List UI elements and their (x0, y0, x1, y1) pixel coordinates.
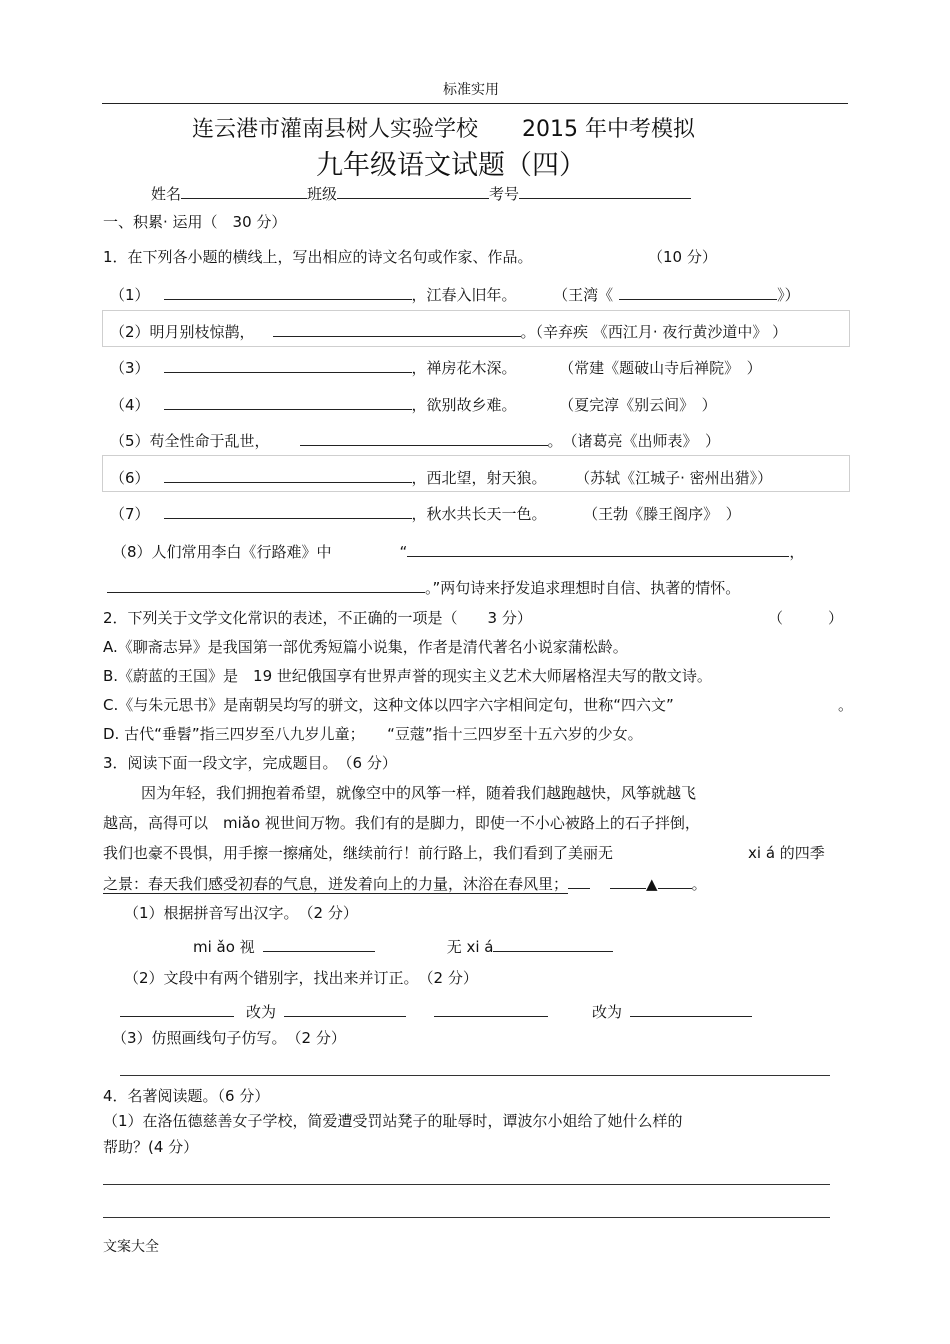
item-text: （2）明月别枝惊鹊， (110, 323, 255, 341)
imitation-blank[interactable] (658, 872, 692, 889)
item-text: ，江春入旧年。 (411, 286, 517, 304)
item-text: ，禅房花木深。 (411, 359, 517, 377)
q3-correction-row (120, 1000, 752, 1022)
item-text: ，西北望，射天狼。 (411, 469, 547, 487)
answer-blank[interactable] (273, 320, 521, 337)
period: 。 (691, 875, 707, 893)
triangle-marker: ▲ (646, 875, 658, 893)
answer-blank[interactable] (619, 283, 777, 300)
item-text: 。”两句诗来抒发追求理想时自信、执著的情怀。 (425, 579, 741, 597)
q1-item-8-cont (107, 576, 740, 598)
q1-score: （10 分） (648, 248, 717, 266)
q1-item-7 (110, 502, 741, 524)
item-source: （王勃《滕王阁序》 ） (590, 505, 741, 523)
q2-option-b: B.《蔚蓝的王国》是 19 世纪俄国享有世界声誉的现实主义艺术大师屠格涅夫写的散文诗。 (103, 667, 712, 685)
q1-stem: 1．在下列各小题的横线上，写出相应的诗文名句或作家、作品。 (103, 248, 533, 266)
header-rule (102, 103, 848, 104)
q1-item-1 (110, 283, 800, 305)
q3-stem: 3．阅读下面一段文字，完成题目。 （6 分） (103, 754, 397, 772)
q2-option-d: D. 古代“垂髫”指三四岁至八九岁儿童； “豆蔻”指十三四岁至十五六岁的少女。 (103, 725, 643, 743)
q3-passage-line3: 我们也豪不畏惧，用手擦一擦痛处，继续前行！前行路上，我们看到了美丽无 (103, 844, 614, 862)
imitation-blank[interactable] (610, 872, 646, 889)
q1-item-8 (112, 540, 804, 562)
q3-passage-line3-end: xi á 的四季 (748, 844, 825, 862)
q1-item-6 (110, 466, 772, 488)
underline-tail (568, 872, 590, 889)
item-number: （6） (110, 469, 150, 487)
item-source: 。 （诸葛亮《出师表》 ） (547, 432, 721, 450)
answer-blank[interactable] (164, 393, 412, 410)
item-source: （夏完淳《别云间》 ） (566, 396, 717, 414)
item-text: ，欲别故乡难。 (411, 396, 517, 414)
answer-line[interactable] (120, 1075, 830, 1076)
correct-char-blank[interactable] (284, 1000, 406, 1017)
name-label: 姓名 (151, 185, 182, 203)
item-text: （8）人们常用李白《行路难》中 (112, 543, 332, 561)
title-line1: 连云港市灌南县树人实验学校 2015 年中考模拟 (192, 117, 695, 142)
open-quote: “ (399, 543, 408, 561)
comma: ， (789, 543, 805, 561)
underlined-sentence: 之景：春天我们感受初春的气息，迸发着向上的力量，沐浴在春风里； (103, 875, 569, 893)
q2-option-c: C.《与朱元思书》是南朝吴均写的骈文，这种文体以四字六字相间定句，世称“四六文” (103, 696, 674, 714)
q1-item-3 (110, 356, 762, 378)
q2-option-c-end: 。 (838, 696, 854, 714)
pinyin-label: mi ǎo 视 (193, 938, 255, 956)
pinyin-answer[interactable] (263, 935, 375, 952)
item-source: （常建《题破山寺后禅院》 ） (566, 359, 762, 377)
change-to-label: 改为 (246, 1003, 277, 1021)
exam-no-label: 考号 (489, 185, 520, 203)
item-text: （5）苟全性命于乱世， (110, 432, 270, 450)
student-info-line (151, 182, 691, 204)
answer-blank[interactable] (300, 429, 548, 446)
item-source: （王湾《 (560, 286, 614, 304)
item-number: （7） (110, 505, 150, 523)
exam-no-field[interactable] (519, 182, 691, 199)
item-source: 。（辛弃疾 《西江月· 夜行黄沙道中》 ） (520, 323, 788, 341)
q2-option-a: A.《聊斋志异》是我国第一部优秀短篇小说集，作者是清代著名小说家蒲松龄。 (103, 638, 628, 656)
answer-line[interactable] (103, 1217, 830, 1218)
item-number: （3） (110, 359, 150, 377)
q3-passage-line1: 因为年轻，我们拥抱着希望，就像空中的风筝一样，随着我们越跑越快，风筝就越飞 (141, 784, 697, 802)
q1-item-5 (110, 429, 720, 451)
q4-sub1-line2: 帮助？(4 分） (103, 1138, 199, 1156)
name-field[interactable] (181, 182, 307, 199)
q1-item-2 (110, 320, 787, 342)
wrong-char-blank[interactable] (434, 1000, 548, 1017)
answer-blank[interactable] (164, 502, 412, 519)
answer-blank[interactable] (164, 466, 412, 483)
item-source: （苏轼《江城子· 密州出猎》） (582, 469, 773, 487)
change-to-label: 改为 (592, 1003, 623, 1021)
answer-line[interactable] (103, 1184, 830, 1185)
q2-answer-paren[interactable]: （ ） (768, 609, 844, 627)
q3-sub3: （3）仿照画线句子仿写。 （2 分） (112, 1029, 346, 1047)
section-heading: 一、积累· 运用（ 30 分） (103, 213, 287, 231)
q2-stem: 2．下列关于文学文化常识的表述，不正确的一项是（ 3 分） (103, 609, 532, 627)
answer-blank[interactable] (164, 356, 412, 373)
class-label: 班级 (307, 185, 338, 203)
q1-item-4 (110, 393, 717, 415)
q3-passage-line4 (103, 872, 707, 894)
page-footer: 文案大全 (103, 1239, 159, 1255)
item-text: ，秋水共长天一色。 (411, 505, 547, 523)
answer-blank[interactable] (164, 283, 412, 300)
correct-char-blank[interactable] (630, 1000, 752, 1017)
q4-sub1-line1: （1）在洛伍德慈善女子学校，简爱遭受罚站凳子的耻辱时，谭波尔小姐给了她什么样的 (103, 1112, 683, 1130)
pinyin-answer[interactable] (493, 935, 613, 952)
pinyin-label: 无 xi á (446, 938, 494, 956)
class-field[interactable] (337, 182, 489, 199)
q3-pinyin-row (193, 935, 613, 957)
item-source-end: 》） (777, 286, 800, 304)
q3-sub1: （1）根据拼音写出汉字。 （2 分） (124, 904, 358, 922)
item-number: （1） (110, 286, 150, 304)
q4-stem: 4．名著阅读题。（6 分） (103, 1087, 270, 1105)
item-number: （4） (110, 396, 150, 414)
q3-passage-line2: 越高，高得可以 miǎo 视世间万物。我们有的是脚力，即使一不小心被路上的石子拌倒， (103, 814, 700, 832)
page-title: 九年级语文试题（四） (316, 150, 586, 181)
page-header: 标准实用 (443, 82, 499, 98)
answer-blank[interactable] (407, 540, 789, 557)
wrong-char-blank[interactable] (120, 1000, 234, 1017)
q3-sub2: （2）文段中有两个错别字，找出来并订正。 （2 分） (124, 969, 478, 987)
answer-blank[interactable] (107, 576, 425, 593)
